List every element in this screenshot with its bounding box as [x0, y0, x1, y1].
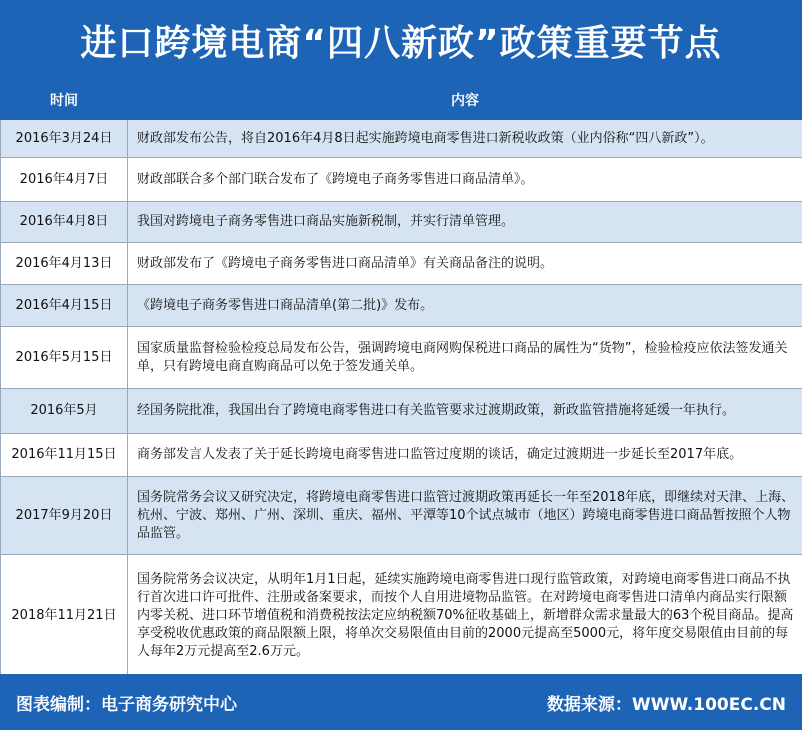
column-header-date: 时间 — [1, 81, 128, 120]
page-title: 进口跨境电商“四八新政”政策重要节点 — [80, 22, 722, 64]
row-content: 经国务院批准，我国出台了跨境电商零售进口有关监管要求过渡期政策，新政监管措施将延缓一年执行。 — [128, 389, 802, 434]
row-content: 我国对跨境电子商务零售进口商品实施新税制，并实行清单管理。 — [128, 202, 802, 243]
row-content: 国务院常务会议又研究决定，将跨境电商零售进口监管过渡期政策再延长一年至2018年底，即继续对天津、上海、杭州、宁波、郑州、广州、深圳、重庆、福州、平潭等10个试点城市（地区）跨境电商零售进口商品暂按照个人物品监管。 — [128, 477, 802, 555]
table-row — [1, 120, 802, 158]
row-date: 2016年3月24日 — [1, 120, 128, 158]
row-date: 2016年11月15日 — [1, 434, 128, 477]
table-row — [1, 327, 802, 389]
data-source-credit: 数据来源：WWW.100EC.CN — [546, 694, 786, 715]
row-content: 国家质量监督检验检疫总局发布公告，强调跨境电商网购保税进口商品的属性为“货物”，检验检疫应依法签发通关单，只有跨境电商直购商品可以免于签发通关单。 — [128, 327, 802, 389]
table-row — [1, 389, 802, 434]
row-date: 2016年4月7日 — [1, 158, 128, 202]
table-row — [1, 158, 802, 202]
row-content: 财政部发布了《跨境电子商务零售进口商品清单》有关商品备注的说明。 — [128, 243, 802, 285]
footer-bar — [0, 674, 802, 730]
row-content: 商务部发言人发表了关于延长跨境电商零售进口监管过度期的谈话，确定过渡期进一步延长至2017年底。 — [128, 434, 802, 477]
table-row — [1, 434, 802, 477]
row-date: 2016年4月13日 — [1, 243, 128, 285]
table-header-row — [1, 81, 802, 120]
row-date: 2016年4月15日 — [1, 285, 128, 327]
table-row — [1, 202, 802, 243]
row-date: 2017年9月20日 — [1, 477, 128, 555]
column-header-content: 内容 — [128, 81, 802, 120]
row-content: 财政部联合多个部门联合发布了《跨境电子商务零售进口商品清单》。 — [128, 158, 802, 202]
row-content: 《跨境电子商务零售进口商品清单(第二批)》发布。 — [128, 285, 802, 327]
row-date: 2016年4月8日 — [1, 202, 128, 243]
chart-compiler-credit: 图表编制：电子商务研究中心 — [16, 694, 237, 715]
row-date: 2016年5月15日 — [1, 327, 128, 389]
title-banner — [0, 0, 802, 80]
table-row — [1, 555, 802, 678]
row-content: 国务院常务会议决定，从明年1月1日起，延续实施跨境电商零售进口现行监管政策，对跨境电商零售进口商品不执行首次进口许可批件、注册或备案要求，而按个人自用进境物品监管。在对跨境电商零售进口清单内商品实行限额内零关税、进口环节增值税和消费税按法定应纳税额70%征收基础上，新增群众需求量最大的63个税目商品。提高享受税收优惠政策的商品限额上限，将单次交易限值由目前的2000元提高至5000元，将年度交易限值由目前的每人每年2万元提高至2.6万元。 — [128, 555, 802, 678]
table-row — [1, 477, 802, 555]
row-content: 财政部发布公告，将自2016年4月8日起实施跨境电商零售进口新税收政策（业内俗称“四八新政”）。 — [128, 120, 802, 158]
row-date: 2018年11月21日 — [1, 555, 128, 678]
policy-timeline-table — [0, 80, 802, 678]
table-row — [1, 243, 802, 285]
row-date: 2016年5月 — [1, 389, 128, 434]
table-row — [1, 285, 802, 327]
